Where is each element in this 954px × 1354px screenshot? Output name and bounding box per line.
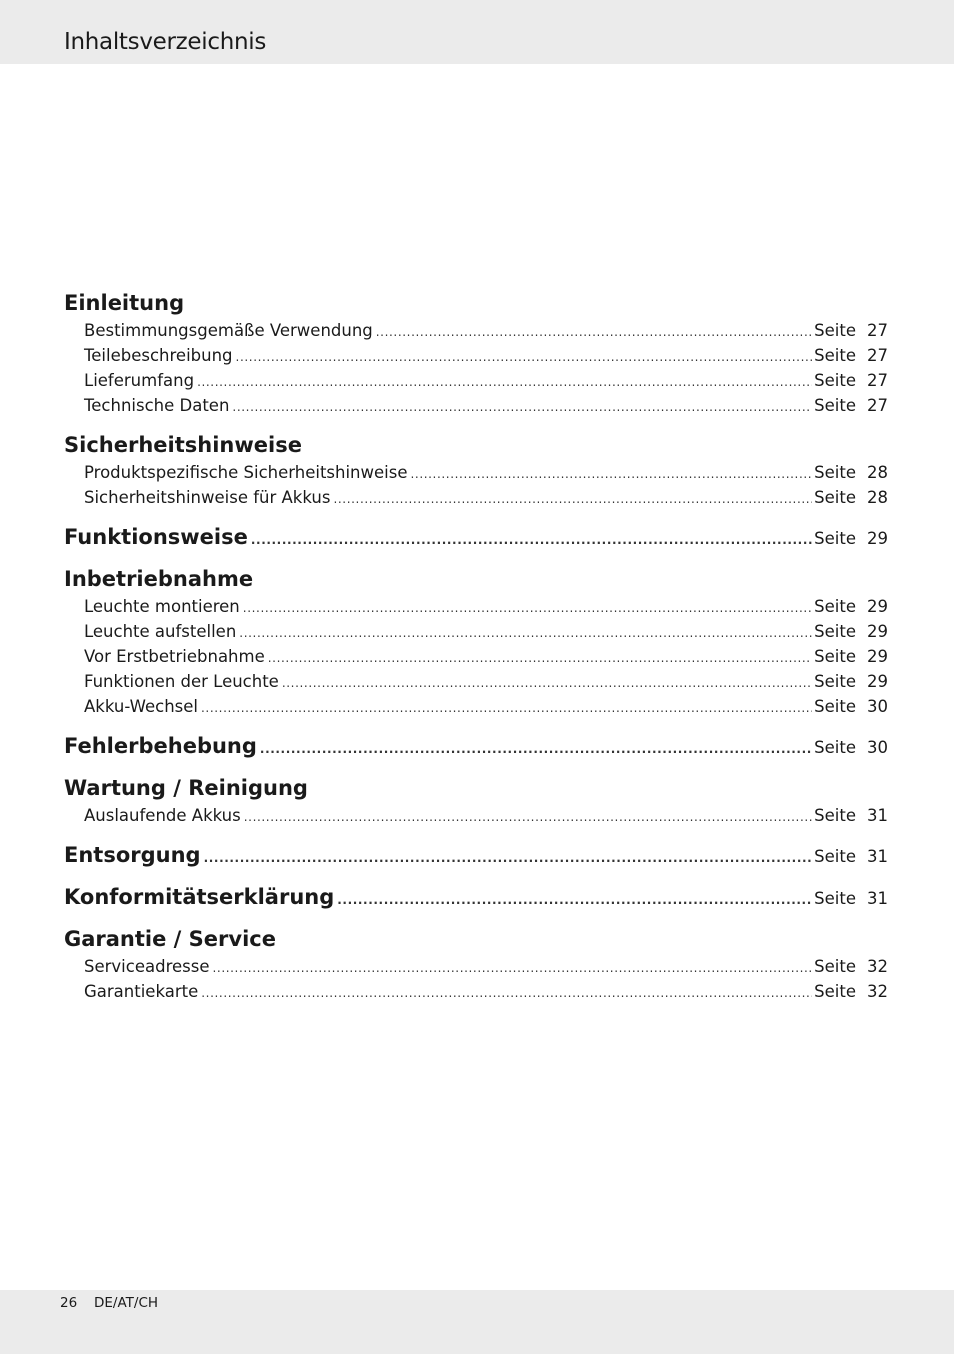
page-word: Seite — [814, 738, 856, 757]
page-ref: 29 — [867, 597, 888, 616]
toc-section — [64, 731, 888, 761]
section-title: Funktionsweise — [64, 525, 248, 549]
section-heading[interactable] — [64, 430, 888, 460]
entry-label: Sicherheitshinweise für Akkus — [84, 488, 331, 507]
toc-entry[interactable] — [64, 368, 888, 393]
page-title: Inhaltsverzeichnis — [64, 29, 267, 55]
section-title: Wartung / Reinigung — [64, 776, 308, 800]
toc-section — [64, 288, 888, 418]
section-heading[interactable] — [64, 773, 888, 803]
page-ref: 30 — [867, 697, 888, 716]
page-ref: 27 — [867, 321, 888, 340]
dot-leader — [236, 345, 813, 370]
page-word: Seite — [814, 847, 856, 866]
dot-leader — [268, 646, 812, 671]
page-ref: 27 — [867, 396, 888, 415]
toc-section — [64, 773, 888, 828]
page-word: Seite — [814, 982, 856, 1001]
dot-leader — [201, 981, 812, 1006]
page-ref: 27 — [867, 346, 888, 365]
entry-label: Leuchte montieren — [84, 597, 240, 616]
section-heading[interactable] — [64, 288, 888, 318]
dot-leader — [201, 696, 812, 721]
entry-label: Bestimmungsgemäße Verwendung — [84, 321, 373, 340]
section-title: Inbetriebnahme — [64, 567, 254, 591]
entry-label: Technische Daten — [84, 396, 230, 415]
page-footer — [0, 1290, 954, 1354]
section-title: Sicherheitshinweise — [64, 433, 302, 457]
entry-label: Lieferumfang — [84, 371, 195, 390]
page-ref: 29 — [867, 647, 888, 666]
entry-label: Garantiekarte — [84, 982, 199, 1001]
section-title: Einleitung — [64, 291, 185, 315]
dot-leader — [212, 956, 812, 981]
page-ref: 31 — [867, 806, 888, 825]
page-header — [0, 0, 954, 64]
page-ref: 29 — [867, 529, 888, 548]
page-ref: 28 — [867, 463, 888, 482]
toc-section — [64, 522, 888, 552]
toc-entry[interactable] — [64, 318, 888, 343]
page-ref: 28 — [867, 488, 888, 507]
dot-leader — [282, 671, 812, 696]
page-ref: 31 — [867, 847, 888, 866]
entry-label: Akku-Wechsel — [84, 697, 198, 716]
toc-section — [64, 924, 888, 1004]
entry-label: Funktionen der Leuchte — [84, 672, 279, 691]
dot-leader — [243, 596, 812, 621]
page-word: Seite — [814, 396, 856, 415]
section-title: Fehlerbehebung — [64, 734, 257, 758]
toc-section — [64, 840, 888, 870]
toc-entry[interactable] — [64, 343, 888, 368]
entry-label: Leuchte aufstellen — [84, 622, 237, 641]
page-word: Seite — [814, 697, 856, 716]
page-word: Seite — [814, 463, 856, 482]
section-title: Entsorgung — [64, 843, 201, 867]
toc-entry[interactable] — [64, 460, 888, 485]
page-word: Seite — [814, 346, 856, 365]
dot-leader — [204, 843, 813, 873]
entry-label: Serviceadresse — [84, 957, 210, 976]
dot-leader — [244, 805, 812, 830]
section-heading[interactable] — [64, 840, 888, 870]
page-word: Seite — [814, 597, 856, 616]
page-ref: 32 — [867, 957, 888, 976]
dot-leader — [376, 320, 812, 345]
page-ref: 30 — [867, 738, 888, 757]
page-word: Seite — [814, 672, 856, 691]
page-ref: 29 — [867, 622, 888, 641]
toc-entry[interactable] — [64, 644, 888, 669]
toc-section — [64, 564, 888, 719]
page-ref: 27 — [867, 371, 888, 390]
dot-leader — [197, 370, 812, 395]
page-word: Seite — [814, 806, 856, 825]
dot-leader — [333, 487, 812, 512]
page-number: 26 — [60, 1295, 78, 1311]
toc-section — [64, 882, 888, 912]
dot-leader — [337, 885, 812, 915]
toc-entry[interactable] — [64, 393, 888, 418]
toc-entry[interactable] — [64, 979, 888, 1004]
page-word: Seite — [814, 957, 856, 976]
page-ref: 29 — [867, 672, 888, 691]
page-word: Seite — [814, 529, 856, 548]
section-heading[interactable] — [64, 564, 888, 594]
entry-label: Teilebeschreibung — [84, 346, 233, 365]
page-word: Seite — [814, 321, 856, 340]
section-title: Garantie / Service — [64, 927, 276, 951]
entry-label: Produktspezifische Sicherheitshinweise — [84, 463, 408, 482]
toc-entry[interactable] — [64, 594, 888, 619]
page-ref: 32 — [867, 982, 888, 1001]
dot-leader — [251, 525, 812, 555]
dot-leader — [410, 462, 812, 487]
entry-label: Vor Erstbetriebnahme — [84, 647, 265, 666]
toc-entry[interactable] — [64, 803, 888, 828]
section-title: Konformitätserklärung — [64, 885, 335, 909]
table-of-contents — [64, 288, 888, 1016]
section-heading[interactable] — [64, 522, 888, 552]
dot-leader — [239, 621, 812, 646]
page-word: Seite — [814, 647, 856, 666]
entry-label: Auslaufende Akkus — [84, 806, 241, 825]
dot-leader — [260, 734, 812, 764]
section-heading[interactable] — [64, 882, 888, 912]
toc-entry[interactable] — [64, 619, 888, 644]
toc-section — [64, 430, 888, 510]
section-heading[interactable] — [64, 731, 888, 761]
dot-leader — [232, 395, 812, 420]
toc-entry[interactable] — [64, 694, 888, 719]
toc-entry[interactable] — [64, 669, 888, 694]
page-word: Seite — [814, 889, 856, 908]
toc-entry[interactable] — [64, 485, 888, 510]
section-heading[interactable] — [64, 924, 888, 954]
page-word: Seite — [814, 371, 856, 390]
page-ref: 31 — [867, 889, 888, 908]
page-word: Seite — [814, 488, 856, 507]
region-label: DE/AT/CH — [94, 1295, 159, 1311]
page-word: Seite — [814, 622, 856, 641]
toc-entry[interactable] — [64, 954, 888, 979]
